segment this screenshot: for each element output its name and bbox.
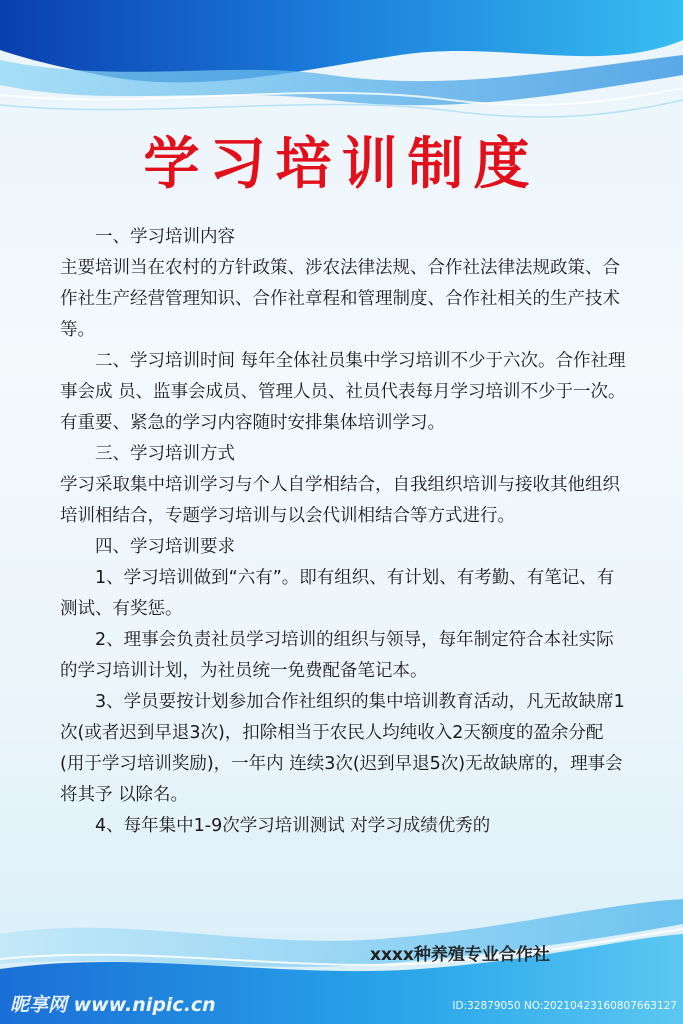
- section-heading-requirements: 四、学习培训要求: [95, 537, 235, 557]
- regulation-body: [60, 222, 626, 842]
- page-title: 学习培训制度: [143, 132, 540, 197]
- paragraph-content: 主要培训当在农村的方针政策、涉农法律法规、合作社法律法规政策、合作社生产经营管理知识、合作社章程和管理制度、合作社相关的生产技术等。: [60, 258, 620, 340]
- requirement-item-3: 3、学员要按计划参加合作社组织的集中培训教育活动，凡无故缺席1 次(或者迟到早退3次)，扣除相当于农民人均纯收入2天额度的盈余分配(用于学习培训奖励)，一年内 连续3次(迟到早退5次)无故缺席的，理事会将其予 以除名。: [60, 692, 625, 805]
- top-wave-decoration: [0, 0, 683, 140]
- section-heading-content: 一、学习培训内容: [95, 227, 235, 247]
- requirement-item-1: 1、学习培训做到“六有”。即有组织、有计划、有考勤、有笔记、有测试、有奖惩。: [60, 568, 615, 619]
- paragraph-method: 学习采取集中培训学习与个人自学相结合，自我组织培训与接收其他组织培训相结合，专题学习培训与以会代训相结合等方式进行。: [60, 475, 620, 526]
- watermark-logo: 昵享网 www.nipic.cn: [10, 994, 216, 1016]
- watermark-id: ID:32879050 NO:20210423160807663127: [452, 1000, 677, 1012]
- requirement-item-4: 4、每年集中1-9次学习培训测试 对学习成绩优秀的: [95, 816, 491, 836]
- section-heading-method: 三、学习培训方式: [95, 444, 235, 464]
- requirement-item-2: 2、理事会负责社员学习培训的组织与领导，每年制定符合本社实际的学习培训计划，为社员统一免费配备笔记本。: [60, 630, 614, 681]
- paragraph-time: 二、学习培训时间 每年全体社员集中学习培训不少于六次。合作社理事会成 员、监事会成员、管理人员、社员代表每月学习培训不少于一次。有重要、紧急的学习内容随时安排集体培训学习。: [60, 351, 626, 433]
- organization-signature: xxxx种养殖专业合作社: [370, 945, 550, 965]
